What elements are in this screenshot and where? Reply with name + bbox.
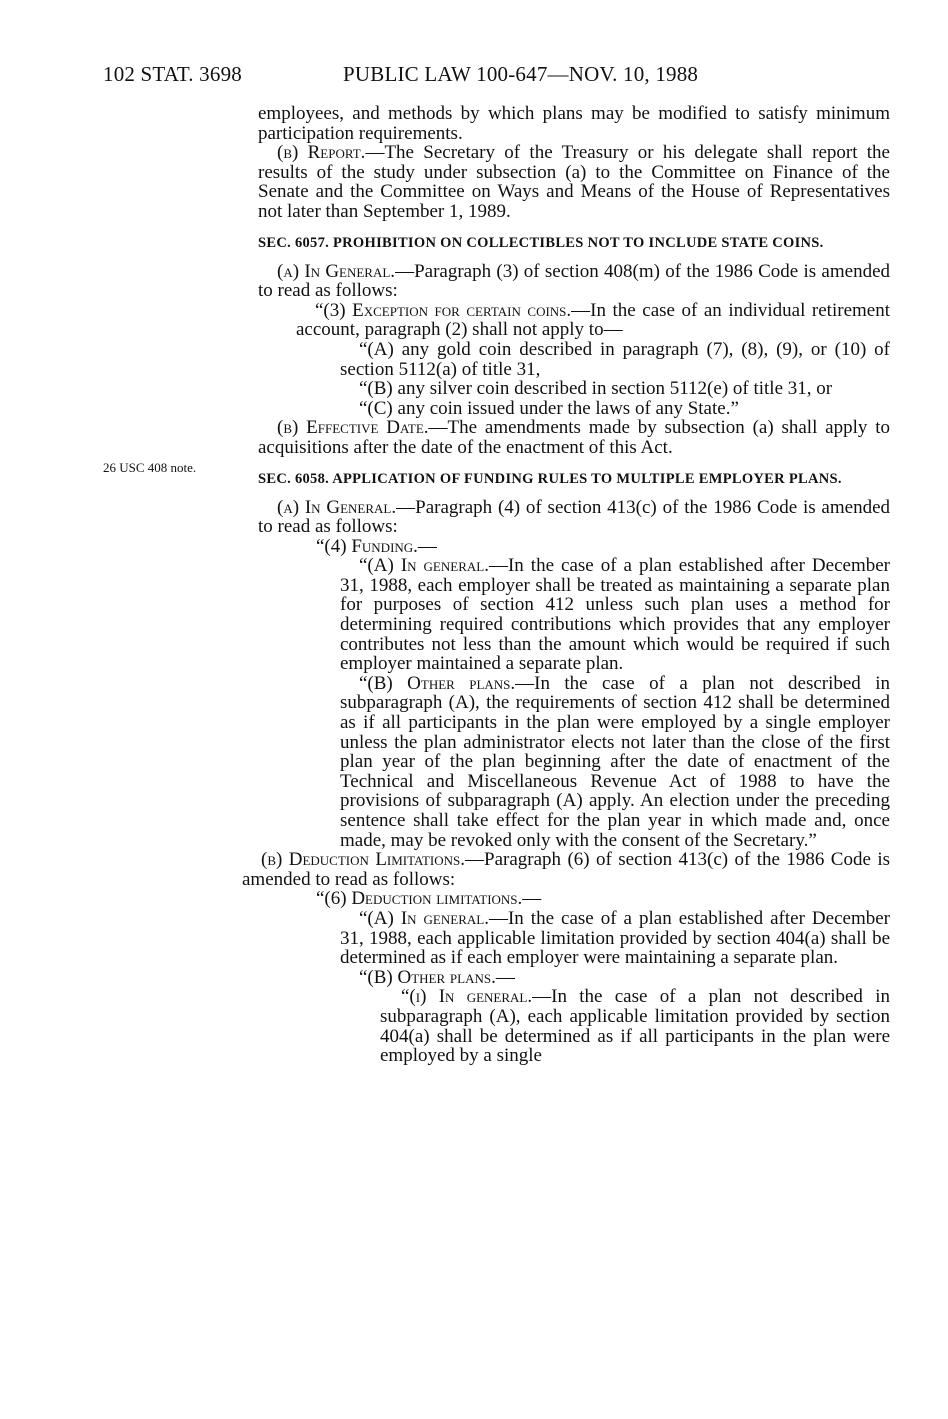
paragraph — [258, 987, 890, 1065]
paragraph-text: —The Secretary of the Treasury or his delegate shall report the results of the study under subsection (a) to the Committee on Finance of the Senate and the Committee on Ways and Means of the House of Representatives not later than September 1, 1989. — [258, 142, 890, 222]
section-heading: SEC. 6058. APPLICATION OF FUNDING RULES TO MULTIPLE EMPLOYER PLANS. — [258, 470, 842, 487]
section-heading: SEC. 6057. PROHIBITION ON COLLECTIBLES NOT TO INCLUDE STATE COINS. — [258, 234, 824, 251]
paragraph-heading: “(3) Exception for certain coins. — [315, 299, 572, 321]
paragraph: “(C) any coin issued under the laws of any State.” — [359, 397, 739, 419]
paragraph-heading: (a) In General. — [277, 496, 397, 518]
running-header: PUBLIC LAW 100-647—NOV. 10, 1988 — [343, 62, 699, 86]
statute-page-number: 102 STAT. 3698 — [103, 62, 242, 86]
paragraph-heading: “(A) In general. — [359, 555, 489, 577]
body-text — [242, 103, 891, 1067]
paragraph-text: —The amendments made by subsection (a) shall apply to acquisitions after the date of the enactment of this Act. — [258, 417, 890, 458]
margin-note: 26 USC 408 note. — [103, 460, 197, 475]
paragraph-text: —Paragraph (6) of section 413(c) of the 1986 Code is amended to read as follows: — [242, 849, 890, 890]
paragraph-heading: (b) Effective Date. — [277, 417, 429, 439]
paragraph — [258, 418, 890, 457]
paragraph-text: —In the case of a plan not described in subparagraph (A), each applicable limitation provided by section 404(a) shall be determined as if all participants in the plan were employed by a single — [380, 986, 890, 1067]
paragraph-heading: “(4) Funding.— — [316, 535, 437, 557]
paragraph-heading: (a) In General. — [277, 260, 396, 282]
paragraph-text: —In the case of a plan established after December 31, 1988, each applicable limitation provided by section 404(a) shall be determined as if each employer were maintaining a separate plan. — [340, 907, 890, 969]
paragraph-heading: “(A) In general. — [359, 907, 489, 929]
paragraph-text: —Paragraph (3) of section 408(m) of the 1986 Code is amended to read as follows: — [258, 260, 890, 302]
paragraph — [258, 909, 890, 968]
paragraph — [258, 301, 890, 340]
paragraph-heading: “(6) Deduction limitations.— — [316, 888, 542, 910]
paragraph — [258, 556, 890, 674]
paragraph: “(B) any silver coin described in section 5112(e) of title 31, or — [359, 378, 833, 400]
paragraph — [242, 850, 890, 889]
paragraph: “(A) any gold coin described in paragraph (7), (8), (9), or (10) of section 5112(a) of title 31, — [340, 338, 890, 380]
paragraph-text: —In the case of a plan established after December 31, 1988, each employer shall be treated as maintaining a separate plan for purposes of section 412 unless such plan uses a method for determining required contributions which provides that any employer contributes not less than the amount which would be required if such employer maintained a separate plan. — [340, 555, 890, 675]
paragraph — [258, 143, 890, 221]
paragraph-text: —In the case of a plan not described in subparagraph (A), the requirements of section 412 shall be determined as if all participants in the plan were employed by a single employer unless the plan administrator elects not later than the close of the first plan year of the plan beginning after the date of enactment of the Technical and Miscellaneous Revenue Act of 1988 to have the provisions of subparagraph (A) apply. An election under the preceding sentence shall take effect for the plan year in which made and, once made, may be revoked only with the consent of the Secretary.” — [340, 672, 890, 851]
paragraph-heading: “(B) Other plans.— — [359, 966, 515, 988]
paragraph — [258, 674, 890, 850]
paragraph-heading: “(i) In general. — [401, 986, 533, 1008]
paragraph-heading: “(B) Other plans. — [359, 672, 516, 694]
paragraph — [258, 262, 890, 301]
paragraph-text: —Paragraph (4) of section 413(c) of the 1986 Code is amended to read as follows: — [258, 496, 891, 538]
paragraph-heading: (b) Report. — [277, 142, 366, 164]
paragraph: employees, and methods by which plans may be modified to satisfy minimum participation requirements. — [258, 103, 890, 144]
paragraph-text: —In the case of an individual retirement account, paragraph (2) shall not apply to— — [296, 299, 890, 341]
paragraph-heading: (b) Deduction Limitations. — [261, 849, 466, 871]
paragraph — [258, 498, 890, 537]
